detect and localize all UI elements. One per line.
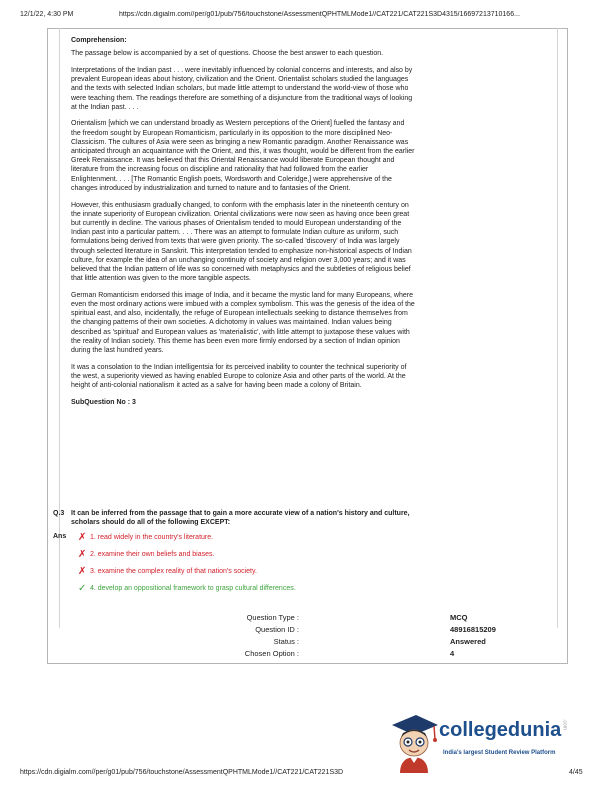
logo-tagline: India's largest Student Review Platform (443, 750, 556, 756)
cross-icon: ✗ (78, 566, 87, 577)
mascot-icon (388, 711, 440, 773)
meta-key: Chosen Option : (244, 649, 299, 658)
answer-option (78, 550, 214, 559)
logo-wordmark (439, 719, 567, 742)
passage-intro: The passage below is accompanied by a set of questions. Choose the best answer to each question. (71, 50, 384, 58)
meta-value: 4 (450, 649, 455, 658)
print-date: 12/1/22, 4:30 PM (20, 11, 74, 18)
passage (71, 36, 415, 407)
subquestion-number: SubQuestion No : 3 (71, 398, 136, 406)
passage-paragraph: However, this enthusiasm gradually changed, to conform with the emphasis later in the nineteenth century on the innate superiority of European civilization. Oriental civilizations were now seen as having once been great but currently in decline. The various phases of Orientalism tended to mould European understanding of the Indian past into a particular pattern. . . . There was an attempt to formulate Indian culture as uniform, such formulations being derived from texts that were given priority. The so-called 'discovery' of India was largely through selected literature in Sanskrit. This interpretation tended to emphasize non-historical aspects of Indian culture, for example the idea of an unchanging continuity of society and religion over 3,000 years; and it was believed that the Indian pattern of life was so concerned with metaphysics and the subtleties of religious belief that little attention was given to the more tangible aspects. (71, 201, 412, 283)
check-icon: ✓ (78, 583, 87, 594)
print-footer-url: https://cdn.digialm.com//per/g01/pub/756/touchstone/AssessmentQPHTMLMode1//CAT221/CAT221S3D (20, 769, 344, 776)
passage-paragraph: German Romanticism endorsed this image of India, and it became the mystic land for many Europeans, where even the most ordinary actions were imbued with a complex symbolism. This was the genesis of the idea of the spiritual east, and also, incidentally, the refuge of European intellectuals seeking to distance themselves from the changing patterns of their own societies. A dichotomy in values was maintained. Indian values being described as 'spiritual' and European values as 'materialistic', with little attempt to juxtapose these values with the reality of Indian society. This theme has been even more firmly endorsed by a section of Indian opinion during the last hundred years. (71, 291, 415, 355)
collegedunia-logo (388, 711, 576, 781)
passage-paragraph: It was a consolation to the Indian intelligentsia for its perceived inability to counter the technical superiority of the west, a superiority viewed as having enabled Europe to colonize Asia and other parts of the world. At the height of anti-colonial nationalism it acted as a salve for having been made a colony of Britain. (71, 363, 407, 390)
meta-value: MCQ (450, 613, 468, 622)
meta-value: Answered (450, 637, 486, 646)
answer-option (78, 567, 257, 576)
meta-key: Question Type : (246, 613, 299, 622)
passage-paragraph: Orientalism [which we can understand broadly as Western perceptions of the Orient] fuelled the fantasy and the freedom sought by European Romanticism, particularly in its opposition to the more disciplined Neo-Classicism. The cultures of Asia were seen as bringing a new Romantic paradigm. Another Renaissance was anticipated through an acquaintance with the Orient, and this, it was thought, would be different from the earlier Greek Renaissance. It was believed that this Oriental Renaissance would liberate European thought and literature from the increasing focus on discipline and rationality that had followed from the earlier Enlightenment. . . . [The Romantic English poets, Wordsworth and Coleridge,] were apprehensive of the changes introduced by industrialization and turned to nature and to fantasies of the Orient. (71, 120, 415, 192)
question-text: It can be inferred from the passage that to gain a more accurate view of a nation's history and culture, scholars should do all of the following EXCEPT: (71, 510, 410, 526)
passage-paragraph: Interpretations of the Indian past . . . were inevitably influenced by colonial concerns and interests, and also by prevalent European ideas about history, civilization and the Orient. Orientalist scholars studied the languages and the texts with selected Indian scholars, but made little attempt to understand the world-view of those who were teaching them. The readings therefore are something of a disjuncture from the traditional ways of looking at the Indian past. . . . (71, 66, 413, 111)
meta-value: 48916815209 (450, 625, 496, 634)
option-text: 3. examine the complex reality of that nation's society. (89, 568, 257, 575)
comprehension-heading: Comprehension: (71, 37, 127, 44)
logo-suffix: .com (561, 719, 568, 730)
answer-option-correct (78, 584, 296, 593)
page-number: 4/45 (569, 769, 583, 776)
answer-option (78, 533, 213, 542)
cross-icon: ✗ (78, 532, 87, 543)
answer-label: Ans (53, 533, 67, 540)
meta-key: Question ID : (255, 625, 299, 634)
meta-key: Status : (273, 637, 299, 646)
option-text: 1. read widely in the country's literature. (89, 534, 214, 541)
option-text: 2. examine their own beliefs and biases. (89, 551, 215, 558)
question-number: Q.3 (53, 510, 65, 517)
option-text: 4. develop an oppositional framework to grasp cultural differences. (89, 585, 296, 592)
print-header-url: https://cdn.digialm.com//per/g01/pub/756/touchstone/AssessmentQPHTMLMode1//CAT221/CAT221S3D4315/16697213710166... (119, 11, 520, 18)
cross-icon: ✗ (78, 549, 87, 560)
logo-name: collegedunia (439, 719, 562, 741)
